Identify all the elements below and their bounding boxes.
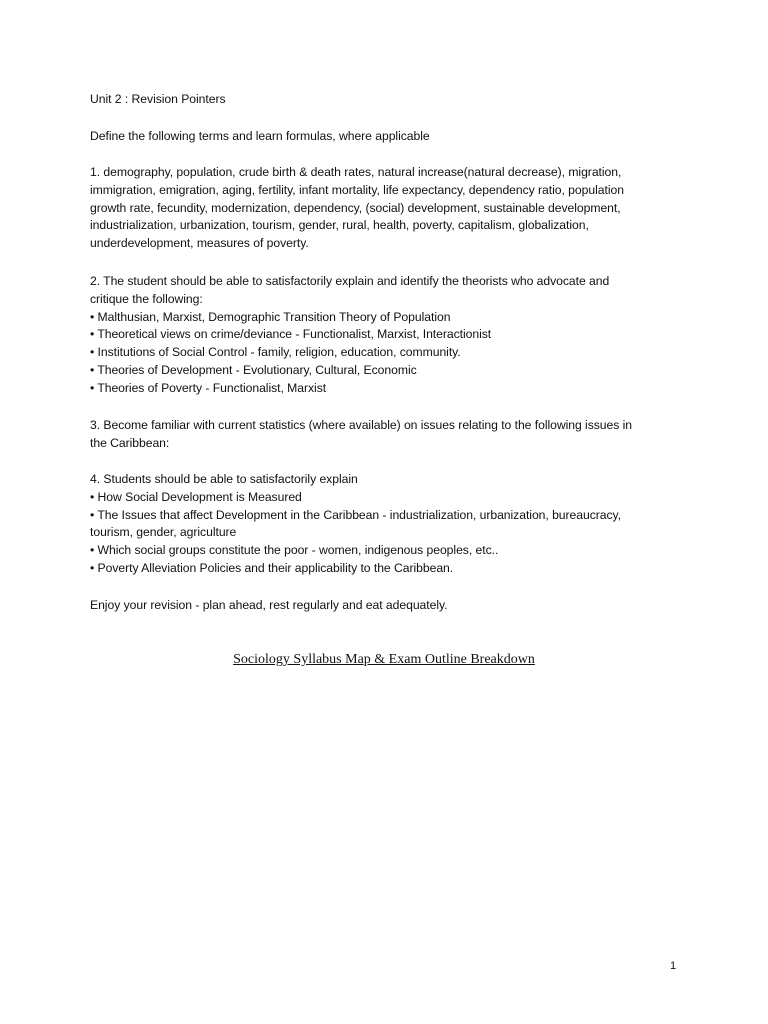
section-2-bullet: • Malthusian, Marxist, Demographic Transition Theory of Population [90, 309, 451, 324]
intro-text: Define the following terms and learn formulas, where applicable [90, 129, 430, 143]
section-1-line: industrialization, urbanization, tourism, gender, rural, health, poverty, capitalism, globalization, [90, 218, 589, 233]
intro-block [90, 128, 680, 146]
section-2-bullet: • Theories of Poverty - Functionalist, Marxist [90, 380, 327, 395]
section-2-line: 2. The student should be able to satisfactorily explain and identify the theorists who advocate and [90, 274, 610, 288]
section-1-line: 1. demography, population, crude birth & death rates, natural increase(natural decrease), migration, [90, 165, 622, 179]
section-2 [90, 273, 680, 398]
section-2-bullet: • Theoretical views on crime/deviance - Functionalist, Marxist, Interactionist [90, 327, 492, 342]
page-number: 1 [670, 960, 677, 972]
section-4 [90, 471, 680, 578]
section-4-bullet: • The Issues that affect Development in the Caribbean - industrialization, urbanization, bureaucracy, [90, 507, 622, 522]
section-3-line: 3. Become familiar with current statistics (where available) on issues relating to the following issues in [90, 418, 633, 432]
section-4-bullet: tourism, gender, agriculture [90, 525, 237, 540]
section-1-line: immigration, emigration, aging, fertility, infant mortality, life expectancy, dependency ratio, population [90, 182, 624, 197]
section-2-bullet: • Institutions of Social Control - family, religion, education, community. [90, 345, 461, 360]
heading-block [90, 91, 680, 109]
section-4-bullet: • Poverty Alleviation Policies and their applicability to the Caribbean. [90, 560, 454, 575]
section-2-line: critique the following: [90, 291, 203, 306]
section-3 [90, 417, 680, 453]
section-1-line: underdevelopment, measures of poverty. [90, 236, 309, 251]
closing-text: Enjoy your revision - plan ahead, rest regularly and eat adequately. [90, 598, 448, 612]
section-2-bullet: • Theories of Development - Evolutionary, Cultural, Economic [90, 362, 417, 377]
section-3-line: the Caribbean: [90, 435, 170, 450]
section-4-bullet: • How Social Development is Measured [90, 489, 302, 504]
section-4-bullet: • Which social groups constitute the poor - women, indigenous peoples, etc.. [90, 543, 499, 558]
section-4-line: 4. Students should be able to satisfactorily explain [90, 472, 358, 486]
section-1-line: growth rate, fecundity, modernization, dependency, (social) development, sustainable development, [90, 200, 621, 215]
page-heading: Unit 2 : Revision Pointers [90, 92, 226, 106]
syllabus-map-title: Sociology Syllabus Map & Exam Outline Breakdown [233, 652, 535, 667]
section-1 [90, 164, 680, 253]
closing-block [90, 597, 680, 615]
